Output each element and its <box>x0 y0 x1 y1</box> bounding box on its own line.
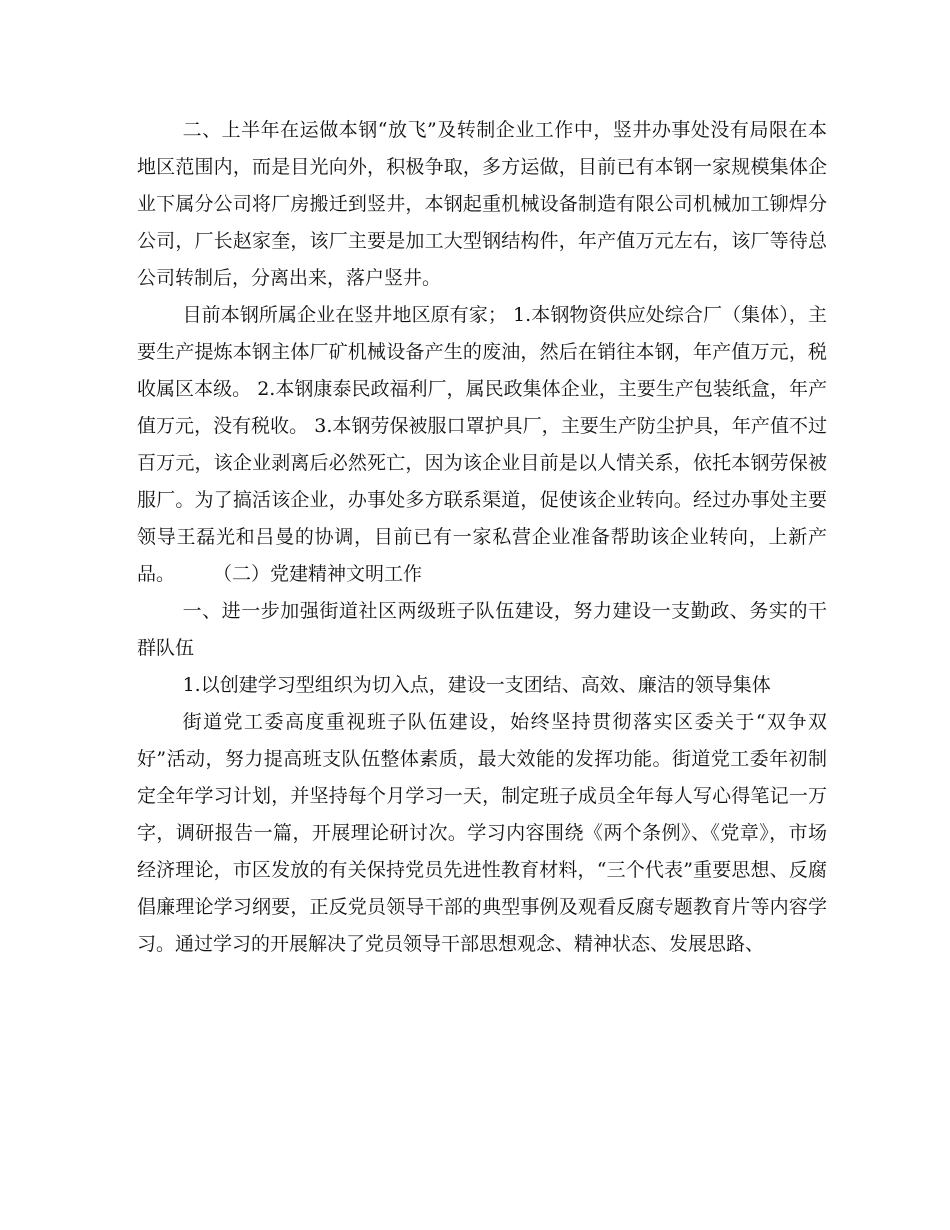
paragraph-4-subheading: 1.以创建学习型组织为切入点，建设一支团结、高效、廉洁的领导集体 <box>182 674 771 696</box>
paragraph-3-heading: 一、进一步加强街道社区两级班子队伍建设，努力建设一支勤政、务实的干群队伍 <box>137 600 827 659</box>
paragraph-1: 二、上半年在运做本钢“放飞”及转制企业工作中，竖井办事处没有局限在本地区范围内，而是目光向外，积极争取，多方运做，目前已有本钢一家规模集体企业下属分公司将厂房搬迁到竖井，本钢起重机械设备制造有限公司机械加工铆焊分公司，厂长赵家奎，该厂主要是加工大型钢结构件，年产值万元左右，该厂等待总公司转制后，分离出来，落户竖井。 <box>137 119 827 289</box>
document-body <box>137 112 827 963</box>
paragraph-2: 目前本钢所属企业在竖井地区原有家； 1.本钢物资供应处综合厂（集体），主要生产提炼本钢主体厂矿机械设备产生的废油，然后在销往本钢，年产值万元，税收属区本级。 2.本钢康泰民政福利厂，属民政集体企业，主要生产包装纸盒，年产值万元，没有税收。 3.本钢劳保被服口罩护具厂，主要生产防尘护具，年产值不过百万元，该企业剥离后必然死亡，因为该企业目前是以人情关系，依托本钢劳保被服厂。为了搞活该企业，办事处多方联系渠道，促使该企业转向。经过办事处主要领导王磊光和吕曼的协调，目前已有一家私营企业准备帮助该企业转向，上新产品。 （二）党建精神文明工作 <box>137 304 827 585</box>
paragraph-5: 街道党工委高度重视班子队伍建设，始终坚持贯彻落实区委关于“双争双好”活动，努力提高班支队伍整体素质，最大效能的发挥功能。街道党工委年初制定全年学习计划，并坚持每个月学习一天，制定班子成员全年每人写心得笔记一万字，调研报告一篇，开展理论研讨次。学习内容围绕《两个条例》、《党章》，市场经济理论，市区发放的有关保持党员先进性教育材料，“三个代表”重要思想、反腐倡廉理论学习纲要，正反党员领导干部的典型事例及观看反腐专题教育片等内容学习。通过学习的开展解决了党员领导干部思想观念、精神状态、发展思路、 <box>137 711 827 955</box>
